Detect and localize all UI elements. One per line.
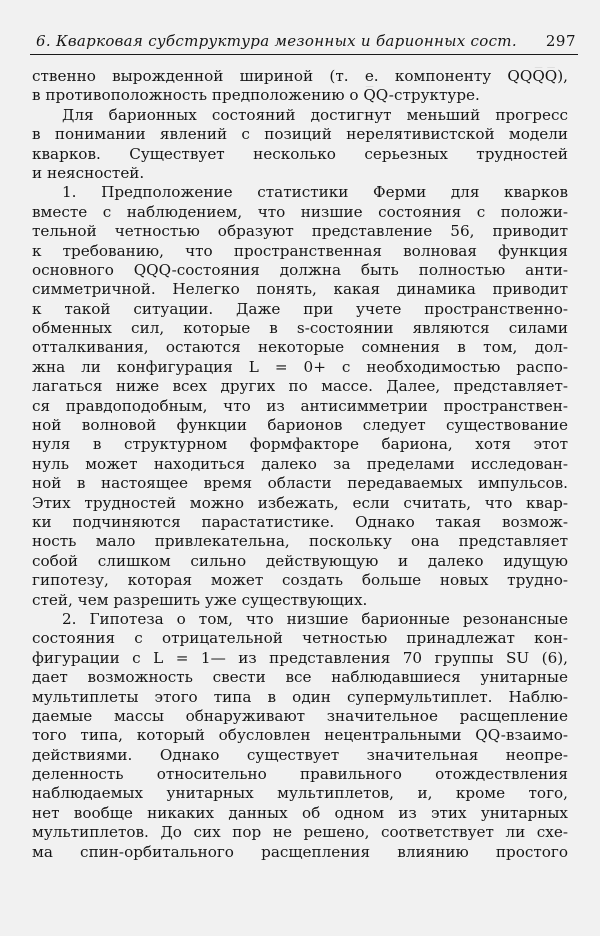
text-line: симметричной. Нелегко понять, какая динамика приводит <box>32 280 568 299</box>
text-line: к требованию, что пространственная волновая функция <box>32 241 568 260</box>
text-line: в понимании явлений с позиций нерелятивистской модели <box>32 125 568 144</box>
text-line: и неясностей. <box>32 163 145 182</box>
text-line: состояния с отрицательной четностью принадлежат кон- <box>32 629 568 648</box>
running-title: 6. Кварковая субструктура мезонных и барионных сост. <box>36 32 517 50</box>
running-header <box>30 30 578 55</box>
text-line: к такой ситуации. Даже при учете пространственно- <box>32 299 568 318</box>
text-line: ной волновой функции барионов следует существование <box>32 416 568 435</box>
text-line: Этих трудностей можно избежать, если считать, что квар- <box>32 493 568 512</box>
text-line: ной в настоящее время области передаваемых импульсов. <box>32 474 568 493</box>
text-line: мультиплеты этого типа в один супермультиплет. Наблю- <box>32 687 568 706</box>
paragraph-start-line: Для барионных состояний достигнут меньший прогресс <box>62 105 568 124</box>
text-line: в противоположность предположению о Q̅Q-структуре. <box>32 86 480 105</box>
text-line: ки подчиняются парастатистике. Однако такая возмож- <box>32 512 568 531</box>
text-line: ся правдоподобным, что из антисимметрии пространствен- <box>32 396 568 415</box>
text-line: наблюдаемых унитарных мультиплетов, и, кроме того, <box>32 784 568 803</box>
text-line: действиями. Однако существует значительная неопре- <box>32 745 568 764</box>
body-text <box>32 67 568 862</box>
text-line: обменных сил, которые в s-состоянии являются силами <box>32 319 568 338</box>
text-line: тельной четностью образуют представление 56, приводит <box>32 222 568 241</box>
text-line: нуля в структурном формфакторе бариона, хотя этот <box>32 435 568 454</box>
paragraph-start-line: 1. Предположение статистики Ферми для кварков <box>62 183 568 202</box>
text-line: лагаться ниже всех других по массе. Далее, представляет- <box>32 377 568 396</box>
text-line: отталкивания, остаются некоторые сомнения в том, дол- <box>32 338 568 357</box>
text-line: вместе с наблюдением, что низшие состояния с положи- <box>32 202 568 221</box>
text-line: жна ли конфигурация L = 0+ с необходимостью распо- <box>32 357 568 376</box>
text-line: кварков. Существует несколько серьезных трудностей <box>32 144 568 163</box>
paragraph-start-line: 2. Гипотеза о том, что низшие барионные резонансные <box>62 609 568 628</box>
text-line: даемые массы обнаруживают значительное расщепление <box>32 706 568 725</box>
page-number: 297 <box>545 32 576 50</box>
text-line: ность мало привлекательна, поскольку она представляет <box>32 532 568 551</box>
text-line: дает возможность свести все наблюдавшиеся унитарные <box>32 668 568 687</box>
text-line: основного QQQ-состояния должна быть полностью анти- <box>32 260 568 279</box>
text-line: нет вообще никаких данных об одном из этих унитарных <box>32 803 568 822</box>
text-line: того типа, который обусловлен нецентральными QQ-взаимо- <box>32 726 568 745</box>
text-line: собой слишком сильно действующую и далеко идущую <box>32 551 568 570</box>
text-line: нуль может находиться далеко за пределами исследован- <box>32 454 568 473</box>
text-line: ственно вырожденной шириной (т. е. компоненту QQQ̅Q̅), <box>32 67 568 85</box>
text-line: мультиплетов. До сих пор не решено, соответствует ли схе- <box>32 823 568 842</box>
text-line: стей, чем разрешить уже существующих. <box>32 590 368 609</box>
text-line: фигурации с L = 1— из представления 70 группы SU (6), <box>32 648 568 667</box>
text-line: деленность относительно правильного отождествления <box>32 765 568 784</box>
text-line: ма спин-орбитального расщепления влиянию простого <box>32 842 568 861</box>
text-line: гипотезу, которая может создать больше новых трудно- <box>32 571 568 590</box>
